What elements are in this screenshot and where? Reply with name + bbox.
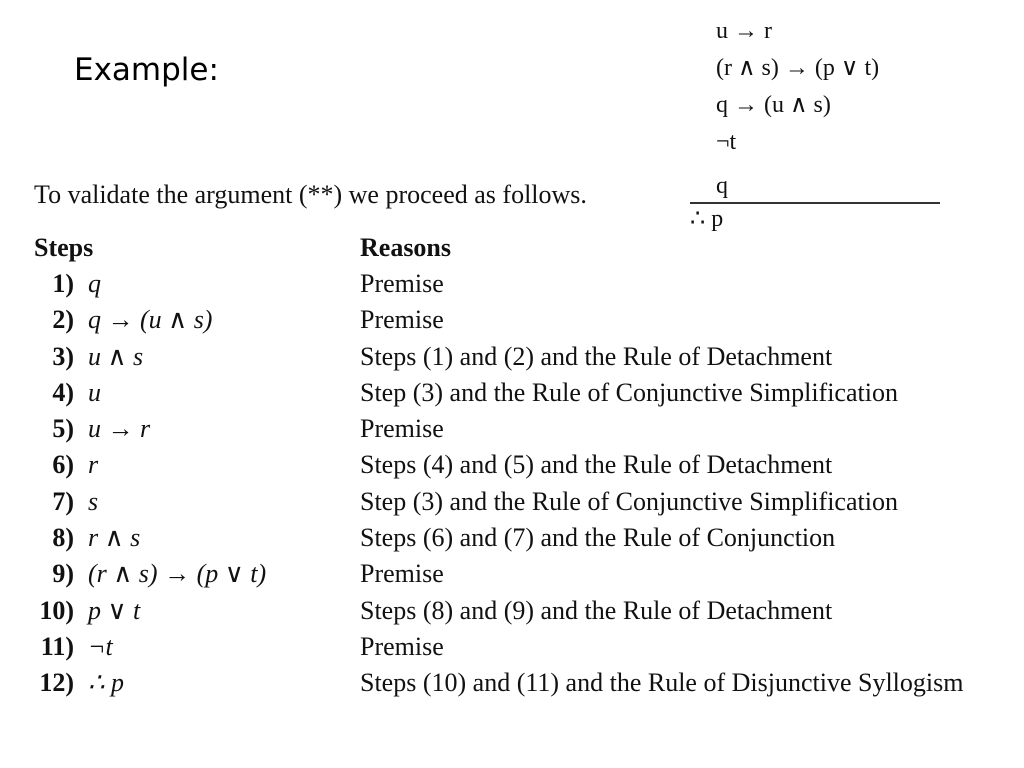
premise-4: ¬t [716, 129, 737, 155]
step-statement: ∴ p [88, 668, 125, 698]
proof-row [0, 266, 1024, 302]
step-reason: Steps (10) and (11) and the Rule of Disjunctive Syllogism [360, 668, 964, 698]
step-statement: s [88, 486, 99, 516]
premise-2: (r ∧ s) → (p ∨ t) [716, 55, 880, 81]
step-number: 2) [52, 305, 74, 335]
proof-row [0, 302, 1024, 338]
step-statement: ¬t [88, 631, 113, 661]
proof-table [0, 266, 1024, 702]
step-statement: q → (u ∧ s) [88, 305, 213, 335]
premise-3: q → (u ∧ s) [716, 92, 831, 118]
step-reason: Premise [360, 631, 444, 661]
proof-row [0, 629, 1024, 665]
step-reason: Steps (8) and (9) and the Rule of Detachment [360, 595, 833, 625]
proof-row [0, 593, 1024, 629]
proof-row [0, 447, 1024, 483]
step-number: 6) [52, 450, 74, 480]
step-number: 1) [52, 269, 74, 298]
step-reason: Steps (4) and (5) and the Rule of Detachment [360, 450, 833, 480]
step-statement: p ∨ t [88, 595, 141, 625]
proof-row [0, 665, 1024, 701]
step-number: 7) [52, 486, 74, 516]
proof-row [0, 375, 1024, 411]
proof-row [0, 556, 1024, 592]
argument-conclusion: ∴ p [690, 206, 724, 232]
conclusion-divider [690, 202, 940, 204]
proof-row [0, 411, 1024, 447]
step-number: 11) [40, 631, 74, 661]
step-reason: Premise [360, 269, 444, 298]
step-number: 5) [52, 414, 74, 444]
step-statement: u → r [88, 414, 151, 444]
step-statement: q [88, 269, 101, 298]
step-number: 3) [52, 341, 74, 371]
premise-1: u → r [716, 18, 772, 44]
step-reason: Premise [360, 305, 444, 335]
premise-5: q [716, 173, 728, 199]
step-number: 12) [39, 668, 74, 698]
proof-row [0, 484, 1024, 520]
intro-sentence: To validate the argument (**) we proceed as follows. [34, 180, 587, 209]
step-statement: (r ∧ s) → (p ∨ t) [88, 559, 267, 589]
step-reason: Premise [360, 559, 444, 589]
step-reason: Steps (6) and (7) and the Rule of Conjunction [360, 523, 836, 553]
proof-row [0, 339, 1024, 375]
step-statement: u ∧ s [88, 341, 144, 371]
step-number: 9) [52, 559, 74, 589]
step-statement: r ∧ s [88, 523, 141, 553]
proof-row [0, 520, 1024, 556]
step-number: 4) [52, 377, 74, 407]
step-statement: r [88, 450, 99, 480]
step-reason: Step (3) and the Rule of Conjunctive Simplification [360, 377, 898, 407]
reasons-column-header: Reasons [360, 233, 452, 262]
step-reason: Step (3) and the Rule of Conjunctive Simplification [360, 486, 898, 516]
step-number: 10) [39, 595, 74, 625]
slide-heading: Example: [74, 52, 219, 88]
step-statement: u [88, 377, 101, 407]
step-reason: Steps (1) and (2) and the Rule of Detachment [360, 341, 833, 371]
step-reason: Premise [360, 414, 444, 444]
steps-column-header: Steps [34, 233, 94, 262]
step-number: 8) [52, 523, 74, 553]
